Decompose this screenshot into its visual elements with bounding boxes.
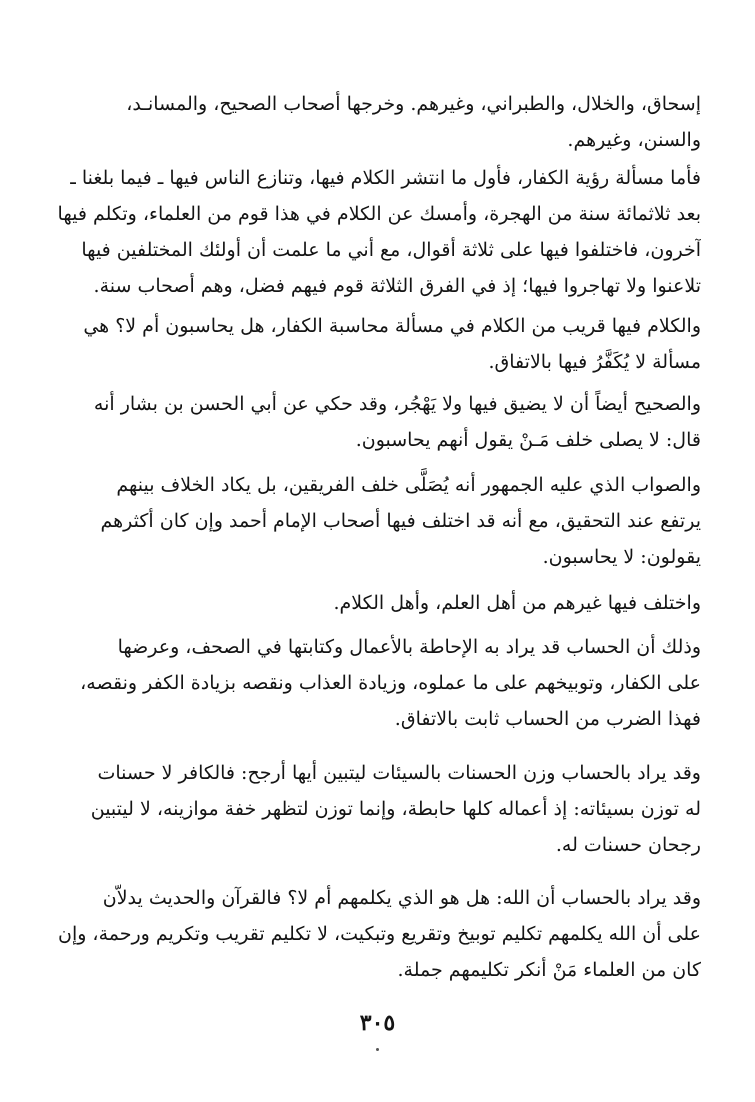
paragraph-8 (55, 755, 701, 863)
paragraph-7 (55, 629, 701, 737)
text-line: والصواب الذي عليه الجمهور أنه يُصَلَّى خلف الفريقين، بل يكاد الخلاف بينهم (116, 474, 701, 496)
page-mark (376, 1048, 379, 1051)
text-line: يرتفع عند التحقيق، مع أنه قد اختلف فيها أصحاب الإمام أحمد وإن كان أكثرهم (100, 510, 701, 532)
text-line: مسألة لا يُكَفَّرُ فيها بالاتفاق. (488, 351, 701, 373)
text-line: على الكفار، وتوبيخهم على ما عملوه، وزيادة العذاب ونقصه بزيادة الكفر ونقصه، (80, 672, 701, 694)
text-line: وقد يراد بالحساب أن الله: هل هو الذي يكلمهم أم لا؟ فالقرآن والحديث يدلاّن (102, 887, 701, 909)
paragraph-4 (55, 386, 701, 458)
text-line: على أن الله يكلمهم تكليم توبيخ وتقريع وتبكيت، لا تكليم تقريب وتكريم ورحمة، وإن (57, 923, 701, 945)
text-line: فأما مسألة رؤية الكفار، فأول ما انتشر الكلام فيها، وتنازع الناس فيها ـ فيما بلغنا ـ (70, 167, 701, 189)
paragraph-3 (55, 308, 701, 380)
text-line: وقد يراد بالحساب وزن الحسنات بالسيئات ليتبين أيها أرجح: فالكافر لا حسنات (97, 762, 701, 784)
paragraph-9 (55, 880, 701, 988)
paragraph-5 (55, 467, 701, 575)
text-line: آخرون، فاختلفوا فيها على ثلاثة أقوال، مع أني ما علمت أن أولئك المختلفين فيها (81, 239, 701, 261)
text-line: قال: لا يصلى خلف مَـنْ يقول أنهم يحاسبون. (355, 429, 701, 451)
text-line: والكلام فيها قريب من الكلام في مسألة محاسبة الكفار، هل يحاسبون أم لا؟ هي (83, 315, 701, 337)
text-line: بعد ثلاثمائة سنة من الهجرة، وأمسك عن الكلام في هذا قوم من العلماء، وتكلم فيها (57, 203, 701, 225)
text-line: واختلف فيها غيرهم من أهل العلم، وأهل الكلام. (333, 592, 701, 614)
text-line: تلاعنوا ولا تهاجروا فيها؛ إذ في الفرق الثلاثة قوم فيهم فضل، وهم أصحاب سنة. (93, 275, 701, 297)
paragraph-2 (55, 160, 701, 304)
text-line: إسحاق، والخلال، والطبراني، وغيرهم. وخرجها أصحاب الصحيح، والمسانـد، (126, 93, 701, 115)
text-line: والسنن، وغيرهم. (567, 129, 701, 151)
text-line: له توزن بسيئاته: إذ أعماله كلها حابطة، وإنما توزن لتظهر خفة موازينه، لا ليتبين (90, 798, 701, 820)
page-number: ٣٠٥ (359, 1010, 396, 1036)
text-line: وذلك أن الحساب قد يراد به الإحاطة بالأعمال وكتابتها في الصحف، وعرضها (117, 636, 701, 658)
text-line: رجحان حسنات له. (555, 834, 701, 856)
paragraph-6 (55, 585, 701, 621)
paragraph-1 (55, 86, 701, 158)
text-line: فهذا الضرب من الحساب ثابت بالاتفاق. (394, 708, 701, 730)
text-line: والصحيح أيضاً أن لا يضيق فيها ولا يَهْجُر، وقد حكي عن أبي الحسن بن بشار أنه (93, 393, 701, 415)
text-line: يقولون: لا يحاسبون. (542, 546, 701, 568)
text-line: كان من العلماء مَنْ أنكر تكليمهم جملة. (397, 959, 701, 981)
